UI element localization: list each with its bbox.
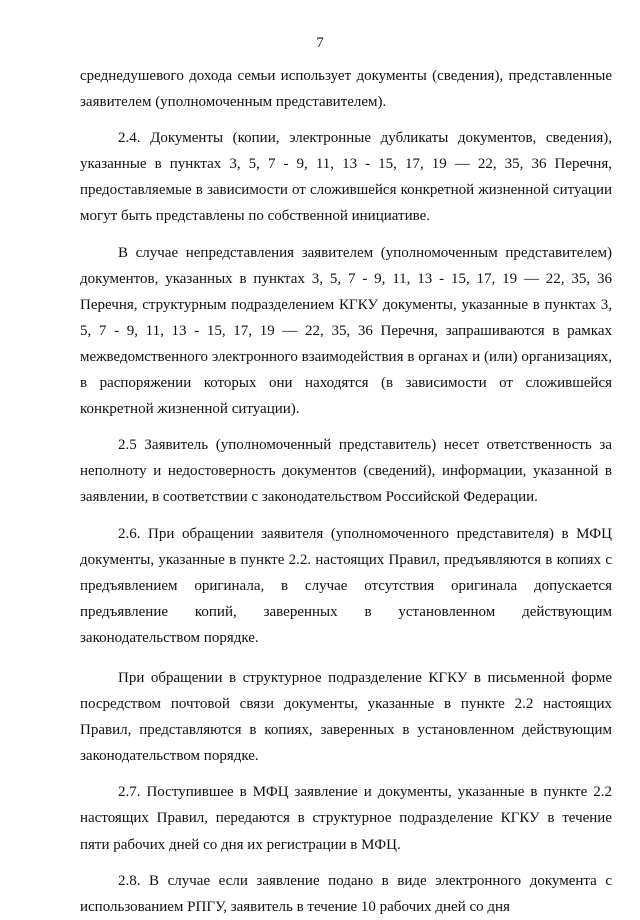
paragraph-continuation: среднедушевого дохода семьи использует документы (сведения), представленные заявителем (уполномоченным представителем). (80, 68, 612, 111)
paragraph-2-8: 2.8. В случае если заявление подано в виде электронного документа с использованием РПГУ, заявитель в течение 10 рабочих дней со дня (80, 872, 612, 915)
paragraph-2-5: 2.5 Заявитель (уполномоченный представитель) несет ответственность за неполноту и недостоверность документов (сведений), информации, указанной в заявлении, в соответствии с законодательством Российской Федерации. (80, 437, 612, 506)
document-body (80, 63, 612, 920)
paragraph-2-7: 2.7. Поступившее в МФЦ заявление и документы, указанные в пункте 2.2 настоящих Правил, передаются в структурное подразделение КГКУ в течение пяти рабочих дней со дня их регистрации в МФЦ. (80, 784, 612, 853)
page-number: 7 (316, 35, 324, 51)
paragraph-postal-submission: При обращении в структурное подразделение КГКУ в письменной форме посредством почтовой связи документы, указанные в пункте 2.2 настоящих Правил, представляются в копиях, заверенных в установленном действующим законодательством порядке. (80, 669, 612, 765)
paragraph-2-4: 2.4. Документы (копии, электронные дубликаты документов, сведения), указанные в пунктах 3, 5, 7 - 9, 11, 13 - 15, 17, 19 — 22, 35, 36 Перечня, предоставляемые в зависимости от сложившейся конкретной жизненной ситуации могут быть представлены по собственной инициативе. (80, 130, 612, 225)
paragraph-non-submission: В случае непредставления заявителем (уполномоченным представителем) документов, указанных в пунктах 3, 5, 7 - 9, 11, 13 - 15, 17, 19 — 22, 35, 36 Перечня, структурным подразделением КГКУ документы, указанные в пунктах 3, 5, 7 - 9, 11, 13 - 15, 17, 19 — 22, 35, 36 Перечня, запрашиваются в рамках межведомственного электронного взаимодействия в органах и (или) организациях, в распоряжении которых они находятся (в зависимости от сложившейся конкретной жизненной ситуации). (80, 244, 612, 418)
paragraph-2-6: 2.6. При обращении заявителя (уполномоченного представителя) в МФЦ документы, указанные в пункте 2.2. настоящих Правил, предъявляются в копиях с предъявлением оригинала, в случае отсутствия оригинала допускается предъявление копий, заверенных в установленном действующим законодательством порядке. (80, 525, 612, 646)
